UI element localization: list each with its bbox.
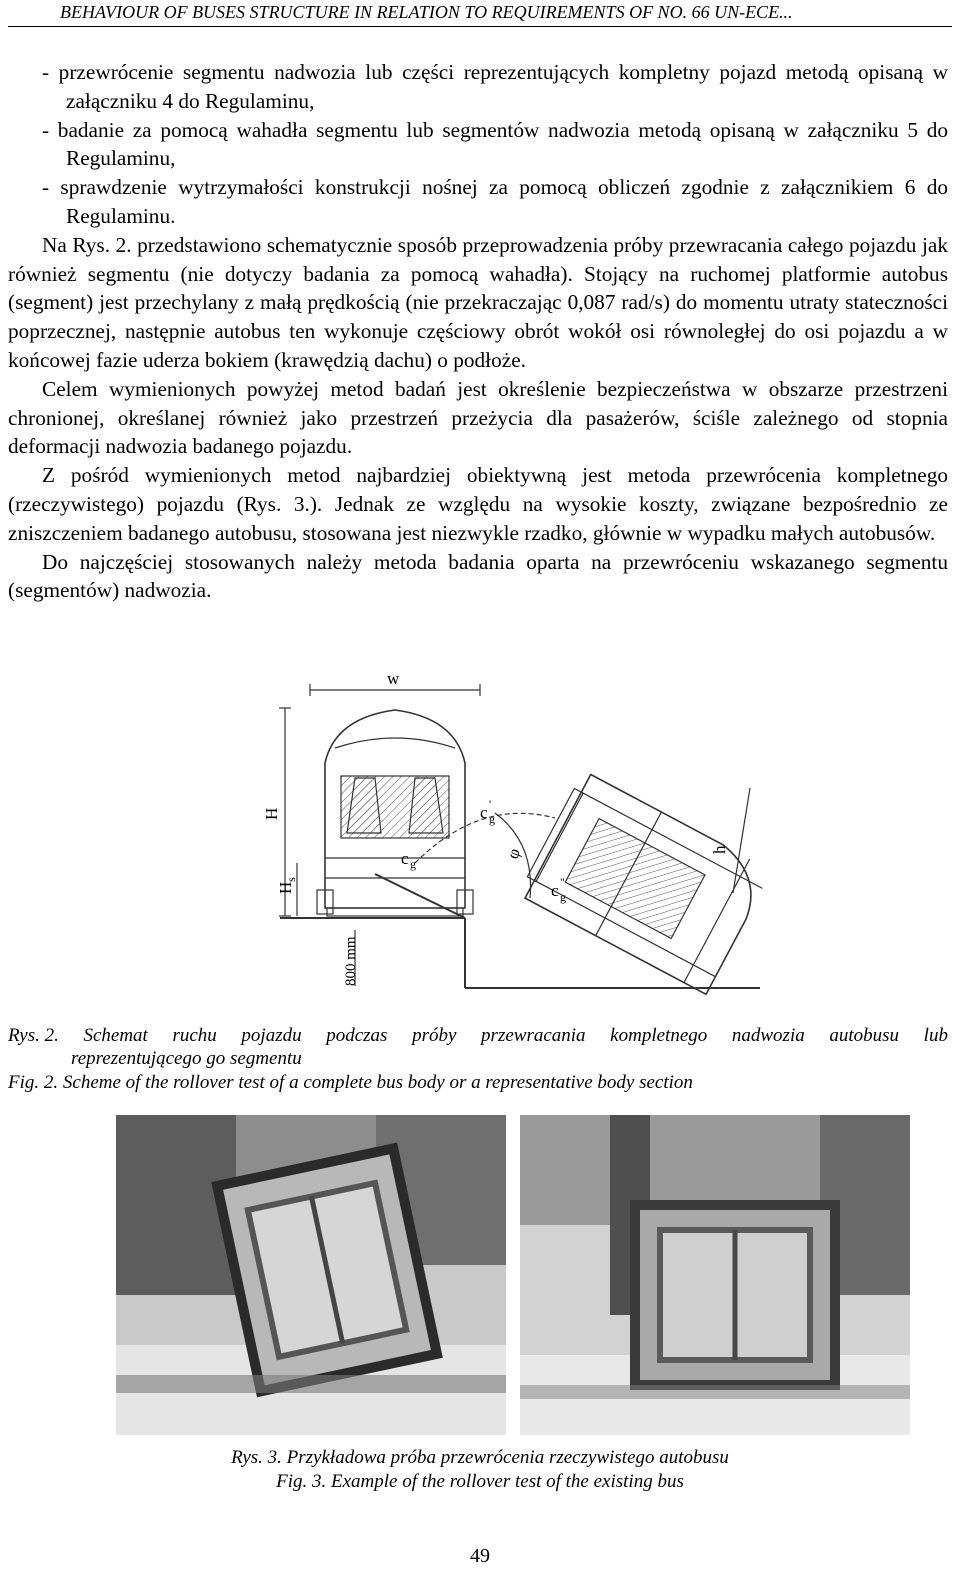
bullet-item: - badanie za pomocą wahadła segmentu lub segmentów nadwozia metodą opisaną w załączniku 5 do Regulaminu, bbox=[42, 117, 948, 171]
caption-word: nadwozia bbox=[731, 1025, 805, 1046]
caption-word: autobusu bbox=[829, 1025, 900, 1046]
paragraph: Z pośród wymienionych metod najbardziej obiektywną jest metoda przewrócenia kompletnego (rzeczywistego) pojazdu (Rys. 3.). Jednak ze względu na wysokie koszty, związane bezpośrednio ze zniszczeniem badanego autobusu, stosowana jest niezwykle rzadko, głównie w wypadku małych autobusów. bbox=[8, 463, 948, 545]
label-cg-double-sub: g bbox=[560, 890, 566, 904]
label-cg-prime-sub: g bbox=[489, 812, 495, 826]
label-w: w bbox=[387, 669, 400, 688]
label-cg: c bbox=[401, 849, 409, 868]
body-text bbox=[8, 58, 948, 605]
caption-line-2: reprezentującego go segmentu bbox=[71, 1048, 302, 1069]
figure-2-caption-pl bbox=[8, 1024, 948, 1070]
rollover-diagram bbox=[255, 668, 765, 998]
label-hs-sub: s bbox=[284, 877, 298, 882]
caption-word: Schemat bbox=[83, 1025, 148, 1046]
running-header bbox=[8, 0, 952, 27]
paragraph: Do najczęściej stosowanych należy metoda badania oparta na przewróceniu wskazanego segmentu (segmentów) nadwozia. bbox=[8, 549, 948, 603]
running-title: BEHAVIOUR OF BUSES STRUCTURE IN RELATION TO REQUIREMENTS OF NO. 66 UN-ECE... bbox=[60, 2, 793, 22]
figure-3-caption-pl: Rys. 3. Przykładowa próba przewrócenia rzeczywistego autobusu bbox=[231, 1447, 729, 1468]
bullet-item: - przewrócenie segmentu nadwozia lub części reprezentujących kompletny pojazd metodą opisaną w załączniku 4 do Regulaminu, bbox=[42, 60, 948, 113]
caption-word: pojazdu bbox=[241, 1025, 302, 1046]
caption-word: przewracania bbox=[481, 1025, 586, 1046]
bullet-item: - sprawdzenie wytrzymałości konstrukcji nośnej za pomocą obliczeń zgodnie z załącznikiem 6 do Regulaminu. bbox=[42, 175, 948, 228]
label-cg-double-sup: " bbox=[560, 875, 565, 889]
caption-word: ruchu bbox=[172, 1025, 217, 1046]
caption-word: lub bbox=[923, 1025, 948, 1046]
page-number: 49 bbox=[470, 1545, 490, 1567]
label-800mm: 800 mm bbox=[343, 936, 359, 986]
figure-2-caption-en: Fig. 2. Scheme of the rollover test of a complete bus body or a representative body section bbox=[8, 1072, 693, 1093]
label-cg-double: c bbox=[551, 881, 559, 900]
label-cg-sub: g bbox=[410, 857, 416, 871]
rollover-photo-right bbox=[520, 1115, 910, 1435]
rollover-photo-left bbox=[116, 1115, 506, 1435]
figure-3-caption-en: Fig. 3. Example of the rollover test of the existing bus bbox=[276, 1471, 684, 1492]
caption-word: próby bbox=[412, 1025, 457, 1046]
label-hs: H bbox=[276, 881, 295, 894]
label-phi: φ bbox=[502, 845, 525, 862]
label-cg-prime: c bbox=[480, 803, 488, 822]
caption-word: kompletnego bbox=[610, 1025, 708, 1046]
label-h-small: h bbox=[710, 845, 729, 854]
paragraph: Na Rys. 2. przedstawiono schematycznie sposób przeprowadzenia próby przewracania całego pojazdu jak również segmentu (nie dotyczy badania za pomocą wahadła). Stojący na ruchomej platformie autobus (segment) jest przechylany z małą prędkością (nie przekraczając 0,087 rad/s) do momentu utraty stateczności poprzecznej, następnie autobus ten wykonuje częściowy obrót wokół osi równoległej do osi pojazdu a w końcowej fazie uderza bokiem (krawędzią dachu) o podłoże. bbox=[8, 232, 948, 372]
caption-word: Rys. 2. bbox=[8, 1025, 59, 1046]
paragraph: Celem wymienionych powyżej metod badań jest określenie bezpieczeństwa w obszarze przestrzeni chronionej, określanej również jako przestrzeń przeżycia dla pasażerów, ściśle zależnego od stopnia deformacji nadwozia badanego pojazdu. bbox=[8, 376, 948, 459]
caption-word: podczas bbox=[326, 1025, 388, 1046]
label-cg-prime-sup: ' bbox=[489, 797, 492, 811]
label-h-total: H bbox=[262, 807, 281, 820]
